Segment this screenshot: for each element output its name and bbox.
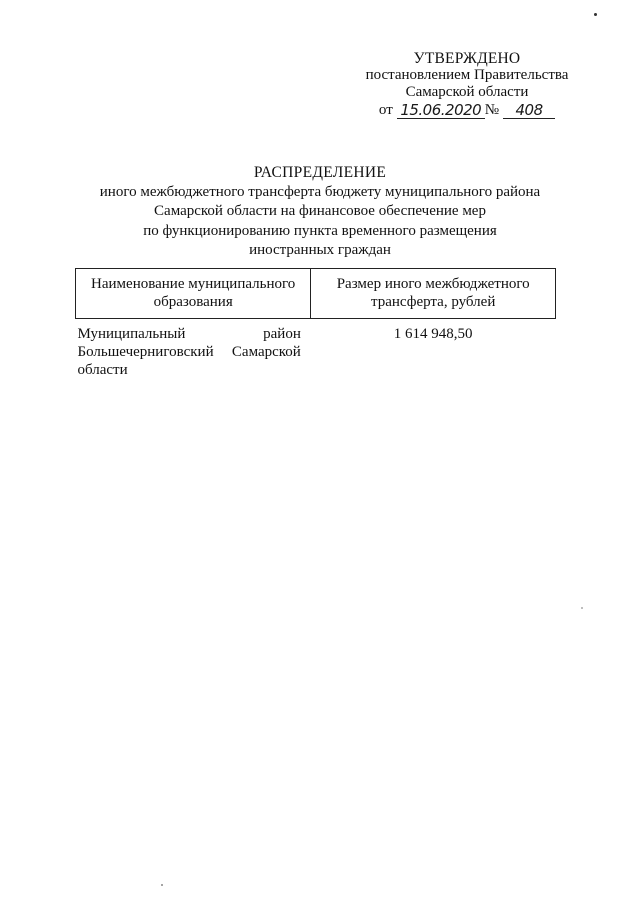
scan-speck bbox=[581, 607, 583, 609]
municipality-name-cell: Муниципальный район Большечерниговский Самарской области bbox=[77, 326, 301, 378]
approval-line-1: постановлением Правительства bbox=[365, 67, 569, 83]
approval-stamp-block bbox=[352, 50, 582, 119]
distribution-table bbox=[75, 268, 556, 379]
handwritten-date: 15.06.2020 bbox=[397, 103, 485, 119]
table-row bbox=[76, 319, 556, 380]
approval-date-line bbox=[352, 102, 582, 119]
approval-heading: УТВЕРЖДЕНО bbox=[413, 50, 521, 67]
number-sign: № bbox=[484, 102, 500, 118]
title-line-4: иностранных граждан bbox=[249, 242, 391, 258]
column-header-amount: Размер иного межбюджетного трансферта, рублей bbox=[311, 269, 556, 319]
approval-line-2: Самарской области bbox=[405, 84, 529, 100]
title-line-2: Самарской области на финансовое обеспечение мер bbox=[154, 203, 486, 219]
scan-speck bbox=[594, 13, 597, 16]
document-title: РАСПРЕДЕЛЕНИЕ bbox=[253, 164, 387, 181]
title-line-3: по функционированию пункта временного размещения bbox=[143, 222, 497, 239]
column-header-municipality: Наименование муниципального образования bbox=[76, 269, 311, 319]
scan-speck bbox=[161, 884, 163, 886]
table-header-row bbox=[76, 269, 556, 319]
document-title-block bbox=[60, 163, 580, 261]
amount-cell: 1 614 948,50 bbox=[393, 326, 473, 342]
handwritten-number: 408 bbox=[503, 103, 555, 119]
date-prefix: от bbox=[378, 102, 393, 118]
title-line-1: иного межбюджетного трансферта бюджету муниципального района bbox=[99, 183, 541, 200]
